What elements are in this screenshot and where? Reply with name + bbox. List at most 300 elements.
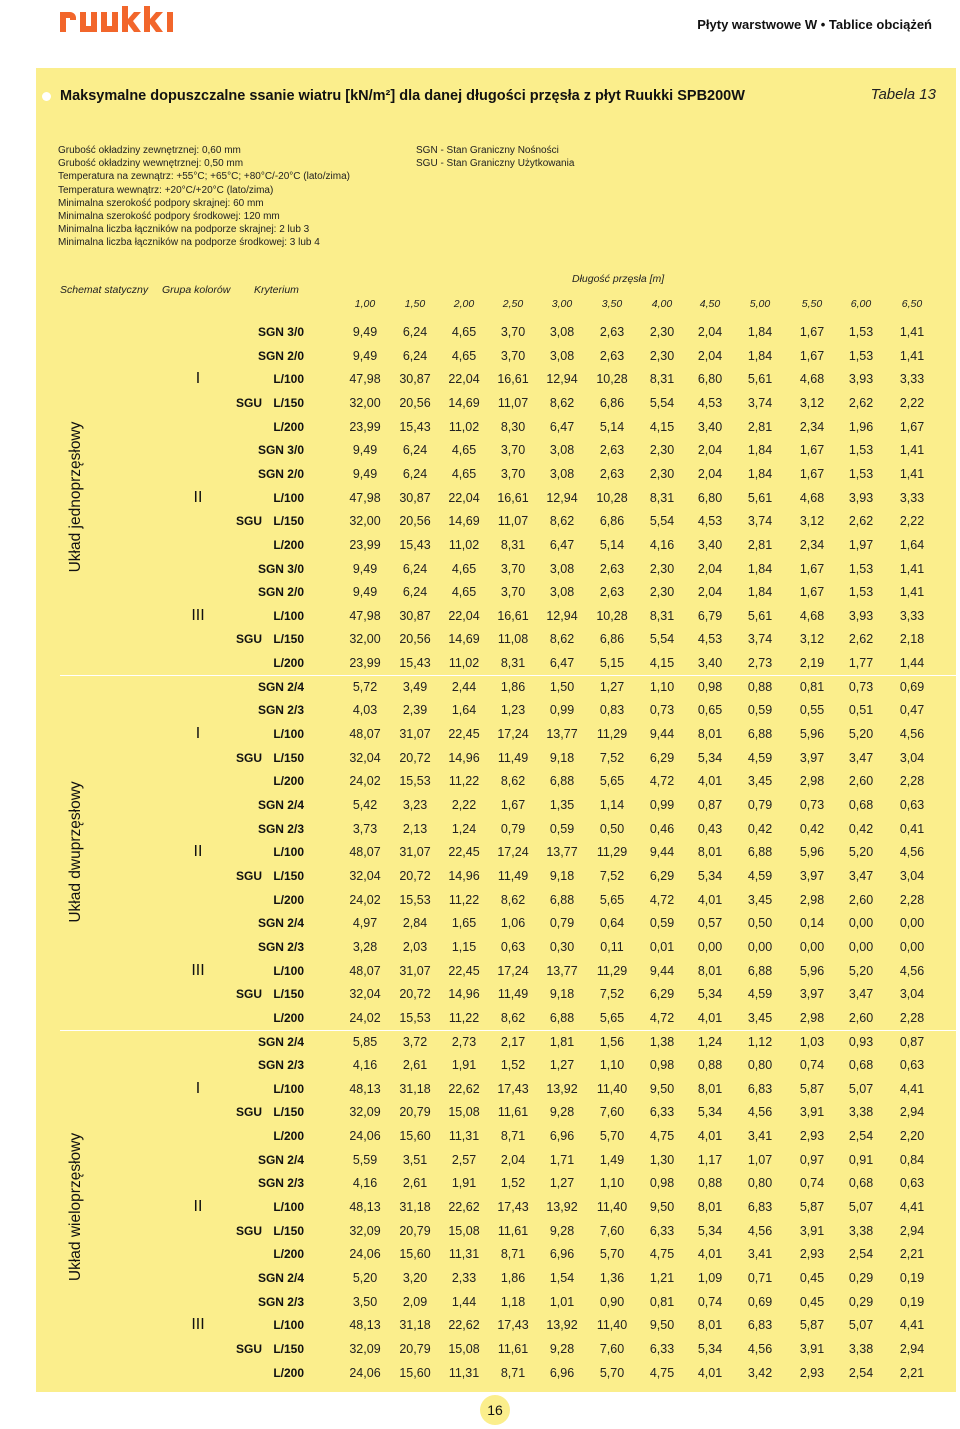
value-cell: 4,41 bbox=[899, 1318, 925, 1333]
value-cell: 11,29 bbox=[596, 845, 628, 860]
criterion-cell: L/100 bbox=[273, 608, 304, 623]
value-cell: 4,56 bbox=[899, 845, 925, 860]
value-cell: 11,22 bbox=[448, 892, 480, 907]
value-cell: 1,84 bbox=[747, 443, 773, 458]
value-cell: 5,07 bbox=[848, 1318, 874, 1333]
criterion-cell: L/100 bbox=[273, 963, 304, 978]
criterion-cell: SGN 2/4 bbox=[257, 1034, 304, 1049]
criterion-cell: L/200 bbox=[273, 774, 304, 789]
value-cell: 8,71 bbox=[500, 1247, 526, 1262]
table-row bbox=[36, 557, 956, 580]
value-cell: 1,84 bbox=[747, 348, 773, 363]
parameter-line: Temperatura na zewnątrz: +55°C; +65°C; +80°C/-20°C (lato/zima) bbox=[58, 171, 350, 183]
value-cell: 8,01 bbox=[697, 1318, 723, 1333]
value-cell: 6,88 bbox=[747, 963, 773, 978]
value-cell: 9,18 bbox=[549, 987, 575, 1002]
value-cell: 2,57 bbox=[451, 1152, 477, 1167]
value-cell: 13,92 bbox=[546, 1081, 578, 1096]
value-cell: 1,41 bbox=[899, 561, 925, 576]
value-cell: 24,02 bbox=[349, 892, 381, 907]
value-cell: 5,65 bbox=[599, 1010, 625, 1025]
value-cell: 11,49 bbox=[497, 987, 529, 1002]
value-cell: 23,99 bbox=[349, 656, 381, 671]
value-cell: 1,23 bbox=[500, 703, 526, 718]
value-cell: 3,70 bbox=[500, 325, 526, 339]
sgu-label: SGU bbox=[236, 632, 263, 647]
value-cell: 6,29 bbox=[649, 750, 675, 765]
value-cell: 0,29 bbox=[848, 1294, 874, 1309]
value-cell: 8,71 bbox=[500, 1129, 526, 1144]
value-cell: 11,31 bbox=[448, 1365, 480, 1380]
value-cell: 0,64 bbox=[599, 916, 625, 931]
value-cell: 30,87 bbox=[399, 372, 431, 387]
criterion-cell: L/100 bbox=[273, 845, 304, 860]
value-cell: 2,94 bbox=[899, 1341, 925, 1356]
value-cell: 3,04 bbox=[899, 868, 925, 883]
criterion-cell: L/200 bbox=[273, 892, 304, 907]
span-length-header: 2,50 bbox=[502, 298, 524, 310]
value-cell: 4,56 bbox=[747, 1223, 773, 1238]
value-cell: 6,47 bbox=[549, 419, 575, 434]
value-cell: 4,56 bbox=[899, 727, 925, 742]
value-cell: 8,62 bbox=[500, 1010, 526, 1025]
criterion-cell: SGN 2/3 bbox=[257, 1294, 304, 1309]
value-cell: 9,18 bbox=[549, 868, 575, 883]
value-cell: 3,04 bbox=[899, 750, 925, 765]
value-cell: 2,54 bbox=[848, 1247, 874, 1262]
value-cell: 0,42 bbox=[848, 821, 874, 836]
value-cell: 0,50 bbox=[599, 821, 625, 836]
value-cell: 2,09 bbox=[402, 1294, 428, 1309]
value-cell: 2,28 bbox=[899, 1010, 925, 1025]
value-cell: 9,44 bbox=[649, 845, 675, 860]
value-cell: 0,81 bbox=[799, 679, 825, 694]
value-cell: 3,41 bbox=[747, 1129, 773, 1144]
value-cell: 31,18 bbox=[399, 1318, 431, 1333]
value-cell: 1,67 bbox=[799, 443, 825, 458]
value-cell: 5,72 bbox=[352, 679, 378, 694]
table-row bbox=[36, 698, 956, 721]
value-cell: 9,44 bbox=[649, 963, 675, 978]
value-cell: 3,91 bbox=[799, 1105, 825, 1120]
table-row bbox=[36, 1030, 956, 1053]
value-cell: 5,15 bbox=[599, 656, 625, 671]
value-cell: 4,72 bbox=[649, 1010, 675, 1025]
value-cell: 0,98 bbox=[649, 1058, 675, 1073]
value-cell: 0,79 bbox=[500, 821, 526, 836]
value-cell: 5,70 bbox=[599, 1365, 625, 1380]
value-cell: 6,83 bbox=[747, 1200, 773, 1215]
value-cell: 20,56 bbox=[399, 395, 431, 410]
value-cell: 2,22 bbox=[899, 514, 925, 529]
value-cell: 11,61 bbox=[497, 1105, 529, 1120]
color-group-label: I bbox=[195, 370, 201, 388]
criterion-cell: L/150 bbox=[273, 514, 304, 529]
value-cell: 5,87 bbox=[799, 1318, 825, 1333]
value-cell: 2,22 bbox=[451, 798, 477, 812]
value-cell: 2,04 bbox=[697, 348, 723, 363]
value-cell: 6,86 bbox=[599, 395, 625, 410]
criterion-cell: L/200 bbox=[273, 1129, 304, 1144]
value-cell: 2,30 bbox=[649, 325, 675, 339]
value-cell: 0,00 bbox=[899, 939, 925, 954]
value-cell: 2,81 bbox=[747, 537, 773, 552]
static-schema-label: Układ jednoprzęsłowy bbox=[67, 421, 84, 573]
value-cell: 2,98 bbox=[799, 774, 825, 789]
value-cell: 1,36 bbox=[599, 1271, 625, 1285]
value-cell: 4,56 bbox=[899, 963, 925, 978]
value-cell: 5,20 bbox=[848, 963, 874, 978]
value-cell: 3,33 bbox=[899, 490, 925, 505]
value-cell: 4,65 bbox=[451, 325, 477, 339]
table-row bbox=[36, 533, 956, 556]
value-cell: 2,98 bbox=[799, 892, 825, 907]
value-cell: 9,50 bbox=[649, 1081, 675, 1096]
value-cell: 9,44 bbox=[649, 727, 675, 742]
value-cell: 0,81 bbox=[649, 1294, 675, 1309]
value-cell: 2,20 bbox=[899, 1129, 925, 1144]
value-cell: 8,62 bbox=[500, 892, 526, 907]
value-cell: 9,28 bbox=[549, 1341, 575, 1356]
value-cell: 0,00 bbox=[848, 939, 874, 954]
criterion-cell: L/200 bbox=[273, 1365, 304, 1380]
table-row bbox=[36, 840, 956, 863]
value-cell: 0,11 bbox=[600, 939, 624, 954]
value-cell: 32,00 bbox=[349, 395, 381, 410]
value-cell: 2,19 bbox=[799, 656, 825, 671]
value-cell: 1,15 bbox=[451, 939, 477, 954]
value-cell: 16,61 bbox=[497, 490, 529, 505]
value-cell: 2,84 bbox=[402, 916, 428, 931]
value-cell: 0,00 bbox=[697, 939, 723, 954]
value-cell: 1,06 bbox=[500, 916, 526, 931]
table-panel bbox=[36, 68, 956, 1392]
value-cell: 0,50 bbox=[747, 916, 773, 931]
value-cell: 15,43 bbox=[399, 537, 431, 552]
value-cell: 4,59 bbox=[747, 868, 773, 883]
value-cell: 15,08 bbox=[448, 1341, 480, 1356]
value-cell: 2,04 bbox=[697, 443, 723, 458]
value-cell: 13,77 bbox=[546, 727, 578, 742]
value-cell: 12,94 bbox=[546, 372, 578, 387]
value-cell: 3,42 bbox=[747, 1365, 773, 1380]
value-cell: 0,69 bbox=[747, 1294, 773, 1309]
value-cell: 2,33 bbox=[451, 1271, 477, 1285]
parameter-line: Minimalna liczba łączników na podporze środkowej: 3 lub 4 bbox=[58, 237, 320, 249]
value-cell: 11,61 bbox=[497, 1341, 529, 1356]
value-cell: 32,04 bbox=[349, 987, 381, 1002]
value-cell: 6,88 bbox=[549, 1010, 575, 1025]
value-cell: 1,52 bbox=[500, 1176, 526, 1191]
value-cell: 15,43 bbox=[399, 656, 431, 671]
value-cell: 3,20 bbox=[402, 1271, 428, 1285]
value-cell: 1,21 bbox=[649, 1271, 675, 1285]
value-cell: 1,97 bbox=[848, 537, 874, 552]
value-cell: 4,68 bbox=[799, 372, 825, 387]
value-cell: 0,63 bbox=[899, 1176, 925, 1191]
value-cell: 8,62 bbox=[500, 774, 526, 789]
table-row bbox=[36, 982, 956, 1005]
value-cell: 1,27 bbox=[549, 1058, 575, 1073]
value-cell: 3,70 bbox=[500, 561, 526, 576]
color-group-label: II bbox=[193, 488, 203, 506]
value-cell: 1,27 bbox=[599, 679, 625, 694]
value-cell: 0,01 bbox=[649, 939, 675, 954]
value-cell: 1,86 bbox=[500, 1271, 526, 1285]
value-cell: 2,98 bbox=[799, 1010, 825, 1025]
value-cell: 20,79 bbox=[399, 1105, 431, 1120]
value-cell: 4,56 bbox=[747, 1341, 773, 1356]
criterion-cell: L/100 bbox=[273, 1318, 304, 1333]
table-row bbox=[36, 651, 956, 674]
value-cell: 17,24 bbox=[497, 727, 529, 742]
value-cell: 0,46 bbox=[649, 821, 675, 836]
value-cell: 1,84 bbox=[747, 561, 773, 576]
value-cell: 3,08 bbox=[549, 325, 575, 339]
value-cell: 1,67 bbox=[799, 561, 825, 576]
value-cell: 11,07 bbox=[497, 514, 529, 529]
sgu-label: SGU bbox=[236, 1223, 263, 1238]
value-cell: 2,73 bbox=[451, 1034, 477, 1049]
value-cell: 1,84 bbox=[747, 325, 773, 339]
value-cell: 9,49 bbox=[352, 561, 378, 576]
span-length-header: 6,50 bbox=[901, 298, 923, 310]
value-cell: 0,88 bbox=[747, 679, 773, 694]
value-cell: 2,94 bbox=[899, 1105, 925, 1120]
value-cell: 0,45 bbox=[799, 1271, 825, 1285]
value-cell: 2,17 bbox=[500, 1034, 526, 1049]
page-number: 16 bbox=[480, 1395, 510, 1425]
parameter-line: Temperatura wewnątrz: +20°C/+20°C (lato/zima) bbox=[58, 184, 274, 196]
value-cell: 1,67 bbox=[799, 585, 825, 600]
criterion-cell: SGN 2/4 bbox=[257, 1152, 304, 1167]
value-cell: 3,08 bbox=[549, 443, 575, 458]
value-cell: 5,65 bbox=[599, 892, 625, 907]
value-cell: 8,30 bbox=[500, 419, 526, 434]
value-cell: 1,17 bbox=[697, 1152, 723, 1167]
value-cell: 3,12 bbox=[799, 514, 825, 529]
value-cell: 5,34 bbox=[697, 868, 723, 883]
value-cell: 3,23 bbox=[402, 798, 428, 812]
color-group-label: III bbox=[191, 961, 205, 979]
value-cell: 2,61 bbox=[402, 1176, 428, 1191]
table-row bbox=[36, 1148, 956, 1171]
value-cell: 0,00 bbox=[799, 939, 825, 954]
value-cell: 3,97 bbox=[799, 750, 825, 765]
value-cell: 0,71 bbox=[747, 1271, 773, 1285]
value-cell: 2,30 bbox=[649, 585, 675, 600]
value-cell: 9,18 bbox=[549, 750, 575, 765]
value-cell: 1,67 bbox=[500, 798, 526, 812]
value-cell: 2,63 bbox=[599, 348, 625, 363]
table-row bbox=[36, 959, 956, 982]
value-cell: 9,28 bbox=[549, 1223, 575, 1238]
criterion-cell: L/200 bbox=[273, 656, 304, 671]
value-cell: 6,24 bbox=[402, 325, 428, 339]
value-cell: 1,67 bbox=[799, 325, 825, 339]
value-cell: 6,88 bbox=[549, 892, 575, 907]
value-cell: 0,98 bbox=[649, 1176, 675, 1191]
table-row bbox=[36, 935, 956, 958]
value-cell: 6,88 bbox=[747, 727, 773, 742]
value-cell: 4,15 bbox=[649, 419, 675, 434]
value-cell: 8,31 bbox=[500, 656, 526, 671]
value-cell: 4,65 bbox=[451, 585, 477, 600]
table-row bbox=[36, 793, 956, 816]
span-length-header: 1,00 bbox=[354, 298, 376, 310]
value-cell: 5,65 bbox=[599, 774, 625, 789]
value-cell: 3,45 bbox=[747, 892, 773, 907]
value-cell: 1,09 bbox=[697, 1271, 723, 1285]
value-cell: 3,70 bbox=[500, 466, 526, 481]
span-length-header: 6,00 bbox=[850, 298, 872, 310]
value-cell: 2,44 bbox=[451, 679, 477, 694]
value-cell: 6,33 bbox=[649, 1223, 675, 1238]
value-cell: 1,71 bbox=[549, 1152, 575, 1167]
value-cell: 4,75 bbox=[649, 1247, 675, 1262]
value-cell: 16,61 bbox=[497, 372, 529, 387]
value-cell: 31,18 bbox=[399, 1081, 431, 1096]
value-cell: 0,99 bbox=[549, 703, 575, 718]
value-cell: 3,33 bbox=[899, 608, 925, 623]
value-cell: 2,04 bbox=[500, 1152, 526, 1167]
value-cell: 3,40 bbox=[697, 656, 723, 671]
value-cell: 0,19 bbox=[899, 1271, 925, 1285]
value-cell: 1,56 bbox=[599, 1034, 625, 1049]
value-cell: 11,22 bbox=[448, 774, 480, 789]
value-cell: 3,97 bbox=[799, 868, 825, 883]
value-cell: 5,07 bbox=[848, 1081, 874, 1096]
criterion-cell: L/200 bbox=[273, 537, 304, 552]
span-length-header: 3,00 bbox=[551, 298, 573, 310]
value-cell: 4,41 bbox=[899, 1200, 925, 1215]
value-cell: 1,84 bbox=[747, 466, 773, 481]
value-cell: 2,34 bbox=[799, 419, 825, 434]
criterion-cell: L/150 bbox=[273, 1105, 304, 1120]
value-cell: 15,53 bbox=[399, 1010, 431, 1025]
value-cell: 23,99 bbox=[349, 537, 381, 552]
value-cell: 1,41 bbox=[899, 585, 925, 600]
criterion-cell: SGN 2/3 bbox=[257, 1058, 304, 1073]
value-cell: 5,07 bbox=[848, 1200, 874, 1215]
criterion-cell: SGN 2/4 bbox=[257, 679, 304, 694]
value-cell: 2,81 bbox=[747, 419, 773, 434]
value-cell: 6,47 bbox=[549, 656, 575, 671]
criterion-cell: L/150 bbox=[273, 395, 304, 410]
value-cell: 5,87 bbox=[799, 1200, 825, 1215]
value-cell: 14,96 bbox=[448, 868, 480, 883]
value-cell: 0,90 bbox=[599, 1294, 625, 1309]
value-cell: 5,61 bbox=[747, 372, 773, 387]
criterion-cell: SGN 2/3 bbox=[257, 821, 304, 836]
table-row bbox=[36, 911, 956, 934]
value-cell: 0,73 bbox=[848, 679, 874, 694]
span-header: Długość przęsła [m] bbox=[572, 273, 665, 285]
value-cell: 4,01 bbox=[697, 1247, 723, 1262]
criterion-cell: L/150 bbox=[273, 750, 304, 765]
value-cell: 9,50 bbox=[649, 1318, 675, 1333]
value-cell: 4,15 bbox=[649, 656, 675, 671]
value-cell: 5,34 bbox=[697, 1341, 723, 1356]
value-cell: 8,62 bbox=[549, 395, 575, 410]
value-cell: 6,24 bbox=[402, 561, 428, 576]
table-row bbox=[36, 675, 956, 698]
value-cell: 7,60 bbox=[599, 1341, 625, 1356]
value-cell: 0,80 bbox=[747, 1058, 773, 1073]
parameter-line: Grubość okładziny zewnętrznej: 0,60 mm bbox=[58, 145, 241, 156]
value-cell: 2,93 bbox=[799, 1129, 825, 1144]
value-cell: 5,14 bbox=[599, 419, 625, 434]
value-cell: 14,69 bbox=[448, 632, 480, 647]
criterion-cell: SGN 2/0 bbox=[257, 466, 304, 481]
value-cell: 5,87 bbox=[799, 1081, 825, 1096]
value-cell: 5,59 bbox=[352, 1152, 378, 1167]
value-cell: 32,09 bbox=[349, 1105, 381, 1120]
col-header-criterion: Kryterium bbox=[254, 284, 299, 296]
value-cell: 6,24 bbox=[402, 443, 428, 458]
value-cell: 3,51 bbox=[402, 1152, 428, 1167]
value-cell: 6,29 bbox=[649, 987, 675, 1002]
value-cell: 31,07 bbox=[399, 727, 431, 742]
value-cell: 1,41 bbox=[899, 325, 925, 339]
value-cell: 2,18 bbox=[899, 632, 925, 647]
value-cell: 2,62 bbox=[848, 395, 874, 410]
value-cell: 1,50 bbox=[549, 679, 575, 694]
value-cell: 5,14 bbox=[599, 537, 625, 552]
sgu-label: SGU bbox=[236, 750, 263, 765]
criterion-cell: SGN 3/0 bbox=[257, 561, 304, 576]
table-row bbox=[36, 1053, 956, 1076]
value-cell: 0,59 bbox=[747, 703, 773, 718]
value-cell: 0,30 bbox=[549, 939, 575, 954]
table-row bbox=[36, 509, 956, 532]
value-cell: 3,49 bbox=[402, 679, 428, 694]
value-cell: 1,64 bbox=[451, 703, 477, 718]
value-cell: 3,91 bbox=[799, 1341, 825, 1356]
table-label: Tabela 13 bbox=[870, 86, 936, 103]
value-cell: 32,09 bbox=[349, 1223, 381, 1238]
value-cell: 13,77 bbox=[546, 963, 578, 978]
value-cell: 4,65 bbox=[451, 348, 477, 363]
value-cell: 22,62 bbox=[448, 1200, 480, 1215]
value-cell: 4,41 bbox=[899, 1081, 925, 1096]
value-cell: 0,55 bbox=[799, 703, 825, 718]
value-cell: 3,08 bbox=[549, 585, 575, 600]
sgu-label: SGU bbox=[236, 395, 263, 410]
criterion-cell: SGN 2/3 bbox=[257, 939, 304, 954]
span-length-header: 5,50 bbox=[801, 298, 823, 310]
value-cell: 1,35 bbox=[549, 798, 575, 812]
table-row bbox=[36, 746, 956, 769]
value-cell: 4,65 bbox=[451, 561, 477, 576]
criterion-cell: SGN 2/4 bbox=[257, 798, 304, 812]
value-cell: 2,30 bbox=[649, 348, 675, 363]
value-cell: 8,01 bbox=[697, 963, 723, 978]
value-cell: 1,65 bbox=[451, 916, 477, 931]
value-cell: 4,75 bbox=[649, 1365, 675, 1380]
value-cell: 4,72 bbox=[649, 892, 675, 907]
value-cell: 1,01 bbox=[549, 1294, 575, 1309]
value-cell: 48,07 bbox=[349, 963, 381, 978]
value-cell: 10,28 bbox=[596, 490, 628, 505]
value-cell: 7,60 bbox=[599, 1105, 625, 1120]
value-cell: 3,50 bbox=[352, 1294, 378, 1309]
criterion-cell: SGN 2/3 bbox=[257, 703, 304, 718]
value-cell: 2,22 bbox=[899, 395, 925, 410]
criterion-cell: L/100 bbox=[273, 1081, 304, 1096]
value-cell: 0,91 bbox=[848, 1152, 874, 1167]
table-row bbox=[36, 627, 956, 650]
